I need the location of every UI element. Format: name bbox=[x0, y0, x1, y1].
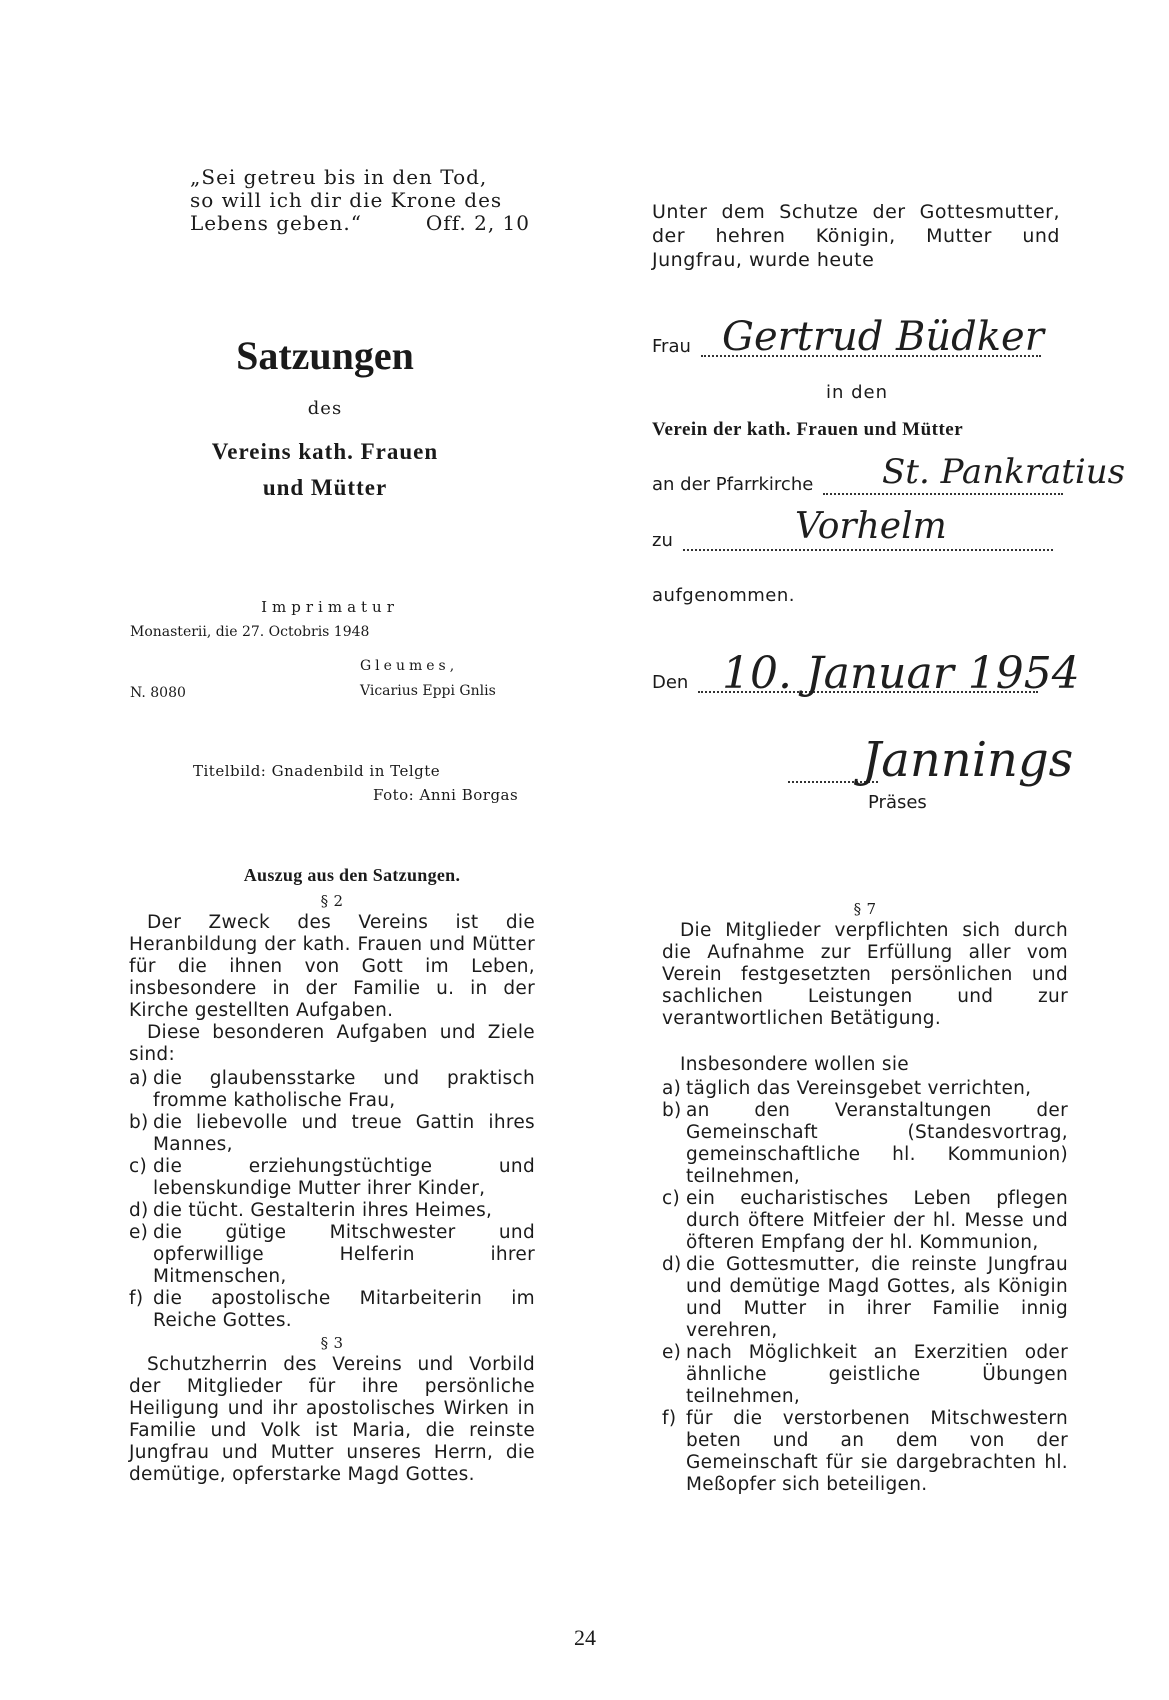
section-paragraph: Der Zweck des Vereins ist die Heranbildung der kath. Frauen und Mütter für die ihnen von Gott im Leben, insbesondere in der Familie u. in der Kirche gestellten Aufgaben. bbox=[129, 912, 535, 1021]
list-item bbox=[662, 1188, 1068, 1254]
list-item bbox=[662, 1408, 1068, 1496]
verein-name: Verein der kath. Frauen und Mütter bbox=[652, 419, 964, 440]
date-handwriting: 10. Januar 1954 bbox=[722, 648, 1080, 699]
statutes-left-column bbox=[129, 860, 535, 1486]
statutes-heading: Auszug aus den Satzungen. bbox=[243, 865, 461, 885]
section-paragraph: Insbesondere wollen sie bbox=[680, 1054, 909, 1075]
list-item-label: c) bbox=[662, 1188, 680, 1209]
page-number: 24 bbox=[574, 1625, 596, 1650]
list-item-text: die liebevolle und treue Gattin ihres Mannes, bbox=[153, 1112, 535, 1155]
frau-label: Frau bbox=[652, 336, 691, 357]
certificate-intro: Unter dem Schutze der Gottesmutter, der hehren Königin, Mutter und Jungfrau, wurde heute bbox=[652, 201, 1060, 271]
list-item bbox=[129, 1200, 535, 1222]
list-item bbox=[129, 1112, 535, 1156]
section-number: § 2 bbox=[320, 892, 344, 910]
frau-name-handwriting: Gertrud Büdker bbox=[722, 314, 1044, 360]
document-title: Satzungen bbox=[236, 333, 414, 378]
imprimatur-name: Gleumes, bbox=[360, 658, 459, 674]
list-item-text: für die verstorbenen Mitschwestern beten und an dem von der Gemeinschaft für sie dargebrachten hl. Meßopfer sich beteiligen. bbox=[686, 1408, 1068, 1495]
motto-line: „Sei getreu bis in den Tod, bbox=[190, 165, 488, 189]
motto-line-last bbox=[190, 212, 530, 235]
section-number: § 3 bbox=[320, 1334, 344, 1352]
list-item-label: d) bbox=[129, 1200, 149, 1221]
imprimatur-number: N. 8080 bbox=[130, 685, 186, 701]
signature-handwriting: Jannings bbox=[862, 732, 1074, 788]
list-item-text: die glaubensstarke und praktisch fromme katholische Frau, bbox=[153, 1068, 535, 1111]
pfarrkirche-handwriting: St. Pankratius bbox=[882, 452, 1126, 492]
motto-line: Lebens geben.“ bbox=[190, 211, 362, 235]
title-des: des bbox=[307, 398, 343, 419]
list-item bbox=[662, 1100, 1068, 1188]
list-item-text: ein eucharistisches Leben pflegen durch öftere Mitfeier der hl. Messe und öfteren Empfang der hl. Kommunion, bbox=[686, 1188, 1068, 1253]
list-item bbox=[129, 1222, 535, 1288]
list-item-label: d) bbox=[662, 1254, 682, 1275]
motto-quote bbox=[190, 166, 530, 235]
pfarrkirche-dotted-line bbox=[823, 492, 1063, 495]
list-item-label: f) bbox=[662, 1408, 677, 1429]
list-item-label: a) bbox=[129, 1068, 149, 1089]
list-item bbox=[662, 1254, 1068, 1342]
list-item-text: die tücht. Gestalterin ihres Heimes, bbox=[153, 1200, 493, 1221]
list-item-text: die erziehungstüchtige und lebenskundige Mutter ihrer Kinder, bbox=[153, 1156, 535, 1199]
list-item-label: e) bbox=[129, 1222, 149, 1243]
list-item-text: die apostolische Mitarbeiterin im Reiche Gottes. bbox=[153, 1288, 535, 1331]
goals-list bbox=[129, 1068, 535, 1332]
zu-dotted-line bbox=[683, 548, 1053, 551]
imprimatur-place-date: Monasterii, die 27. Octobris 1948 bbox=[130, 624, 370, 640]
imprimatur-title: Vicarius Eppi Gnlis bbox=[360, 683, 496, 699]
duties-list bbox=[662, 1078, 1068, 1496]
praeses-label: Präses bbox=[868, 792, 927, 813]
section-number: § 7 bbox=[853, 900, 877, 918]
list-item-label: f) bbox=[129, 1288, 144, 1309]
list-item-text: nach Möglichkeit an Exerzitien oder ähnliche geistliche Übungen teilnehmen, bbox=[686, 1342, 1068, 1407]
list-item-label: a) bbox=[662, 1078, 682, 1099]
photo-credit: Foto: Anni Borgas bbox=[373, 786, 519, 804]
aufgenommen-text: aufgenommen. bbox=[652, 585, 795, 606]
imprimatur-label: Imprimatur bbox=[261, 598, 399, 616]
zu-label: zu bbox=[652, 530, 673, 551]
spacer bbox=[662, 1030, 1068, 1054]
date-label: Den bbox=[652, 672, 689, 693]
title-organization-line: Vereins kath. Frauen bbox=[211, 439, 439, 464]
zu-handwriting: Vorhelm bbox=[795, 506, 947, 547]
list-item-text: an den Veranstaltungen der Gemeinschaft (Standesvortrag, gemeinschaftliche hl. Kommunion) teilnehmen, bbox=[686, 1100, 1068, 1187]
list-item bbox=[129, 1156, 535, 1200]
list-item-label: b) bbox=[129, 1112, 149, 1133]
list-item bbox=[662, 1342, 1068, 1408]
pfarrkirche-label: an der Pfarrkirche bbox=[652, 474, 814, 495]
list-item-text: die gütige Mitschwester und opferwillige Helferin ihrer Mitmenschen, bbox=[153, 1222, 535, 1287]
list-item-text: die Gottesmutter, die reinste Jungfrau und demütige Magd Gottes, als Königin und Mutter in ihrer Familie innig verehren, bbox=[686, 1254, 1068, 1341]
list-item bbox=[129, 1068, 535, 1112]
list-item-label: b) bbox=[662, 1100, 682, 1121]
section-paragraph: Die Mitglieder verpflichten sich durch die Aufnahme zur Erfüllung aller vom Verein festgesetzten persönlichen und sachlichen Leistungen und zur verantwortlichen Betätigung. bbox=[662, 920, 1068, 1029]
section-paragraph: Diese besonderen Aufgaben und Ziele sind: bbox=[129, 1022, 535, 1065]
motto-line: so will ich dir die Krone des bbox=[190, 188, 503, 212]
in-den-text: in den bbox=[826, 382, 889, 403]
list-item-text: täglich das Vereinsgebet verrichten, bbox=[686, 1078, 1032, 1099]
list-item-label: e) bbox=[662, 1342, 682, 1363]
list-item-label: c) bbox=[129, 1156, 147, 1177]
list-item bbox=[662, 1078, 1068, 1100]
statutes-right-column bbox=[662, 898, 1068, 1496]
title-organization-line: und Mütter bbox=[262, 475, 388, 500]
section-paragraph: Schutzherrin des Vereins und Vorbild der Mitglieder für ihre persönliche Heiligung und ihr apostolisches Wirken in Familie und Volk ist Maria, die reinste Jungfrau und Mutter unseres Herrn, die demütige, opferstarke Magd Gottes. bbox=[129, 1354, 535, 1485]
list-item bbox=[129, 1288, 535, 1332]
motto-reference: Off. 2, 10 bbox=[425, 211, 530, 235]
cover-image-credit: Titelbild: Gnadenbild in Telgte bbox=[193, 762, 441, 780]
title-organization bbox=[140, 434, 510, 506]
